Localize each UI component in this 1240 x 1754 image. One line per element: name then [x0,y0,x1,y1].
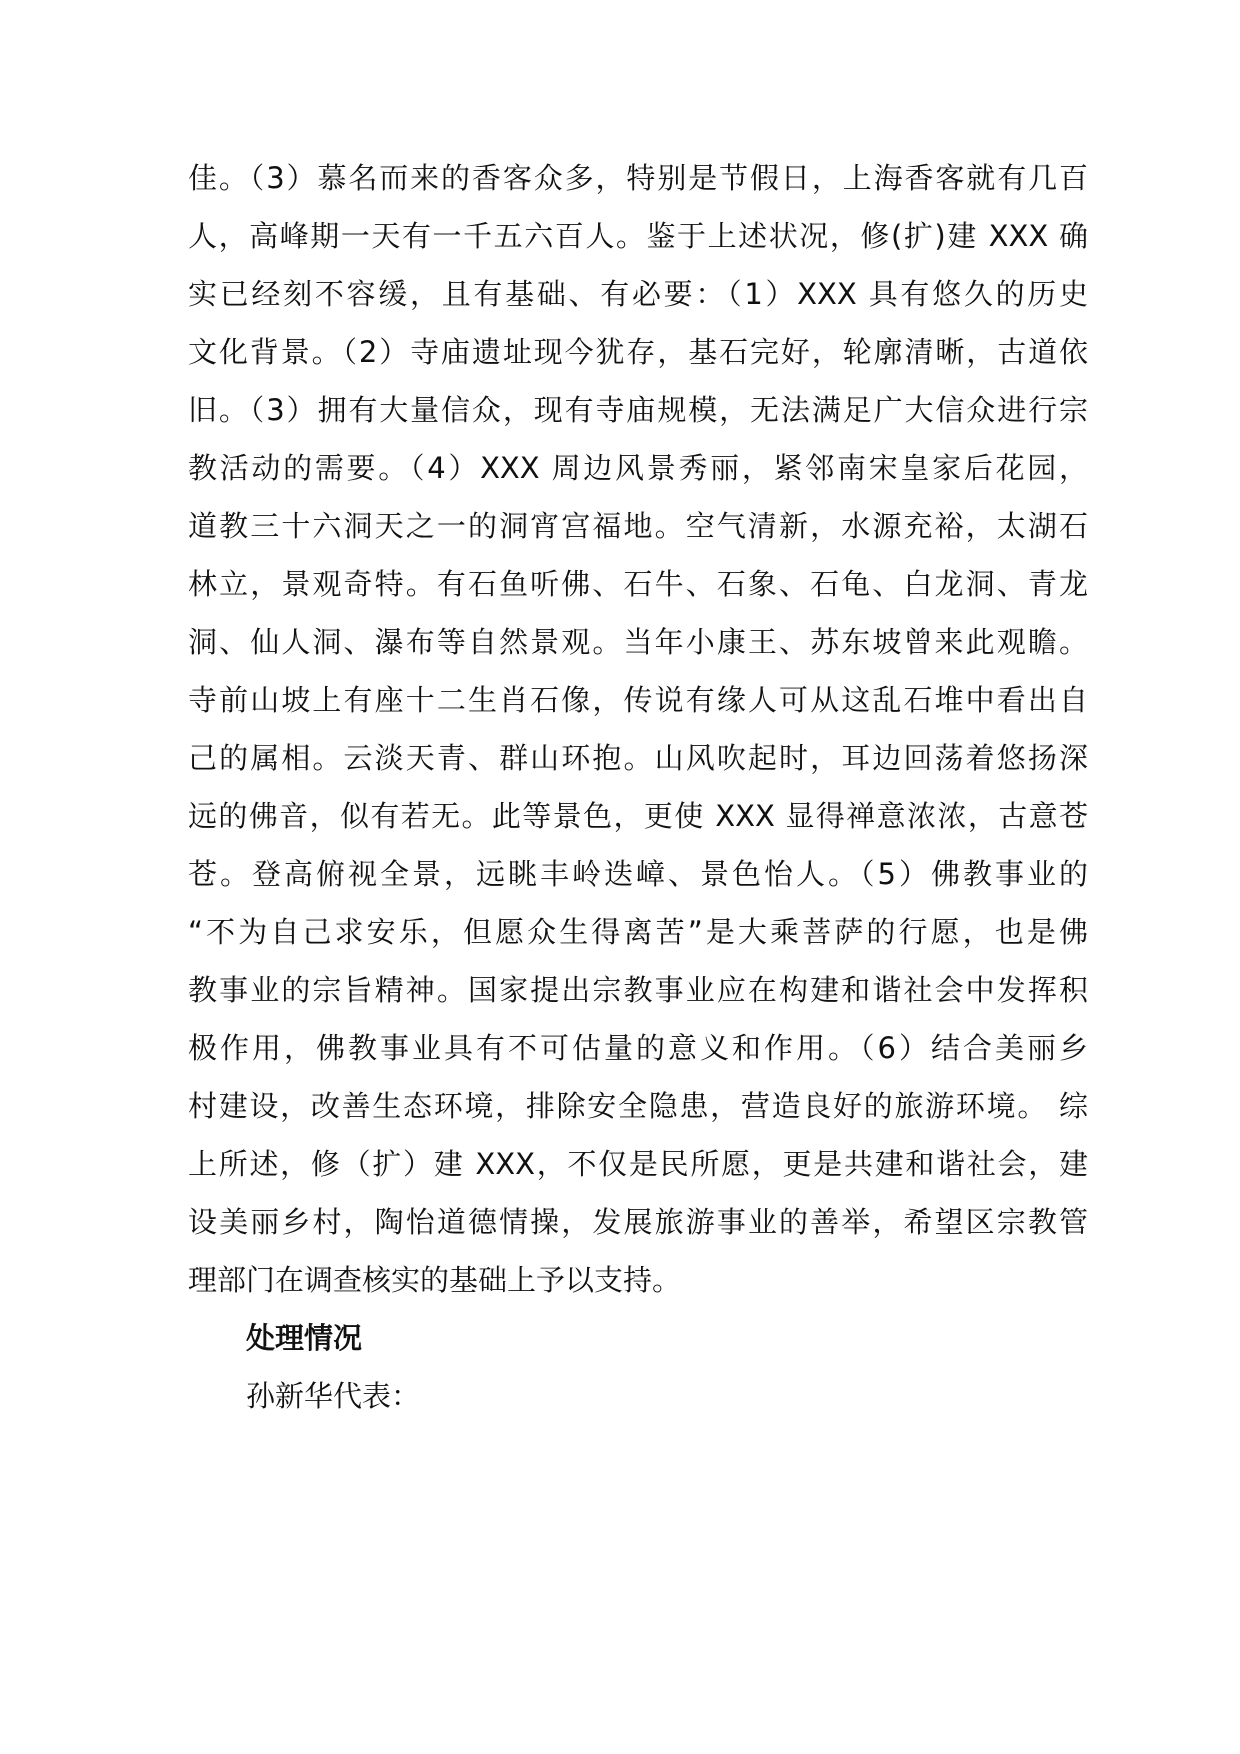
body-line: 村建设，改善生态环境，排除安全隐患，营造良好的旅游环境。 综 [188,1089,1088,1123]
body-line: 己的属相。云淡天青、群山环抱。山风吹起时，耳边回荡着悠扬深 [188,741,1088,775]
body-line: 设美丽乡村，陶怡道德情操，发展旅游事业的善举，希望区宗教管 [188,1205,1088,1239]
body-line: 佳。（3）慕名而来的香客众多，特别是节假日，上海香客就有几百 [188,161,1088,195]
body-line: 上所述，修（扩）建 XXX，不仅是民所愿，更是共建和谐社会，建 [188,1147,1088,1181]
body-line: “不为自己求安乐，但愿众生得离苦”是大乘菩萨的行愿，也是佛 [188,915,1088,949]
body-line: 苍。登高俯视全景，远眺丰岭迭嶂、景色怡人。（5）佛教事业的 [188,857,1088,891]
body-line: 林立，景观奇特。有石鱼听佛、石牛、石象、石龟、白龙洞、青龙 [188,567,1088,601]
body-line: 洞、仙人洞、瀑布等自然景观。当年小康王、苏东坡曾来此观瞻。 [188,625,1088,659]
body-line: 教活动的需要。（4）XXX 周边风景秀丽，紧邻南宋皇家后花园， [188,451,1088,485]
body-line: 旧。（3）拥有大量信众，现有寺庙规模，无法满足广大信众进行宗 [188,393,1088,427]
body-line: 极作用，佛教事业具有不可估量的意义和作用。（6）结合美丽乡 [188,1031,1088,1065]
body-line: 道教三十六洞天之一的洞宵宫福地。空气清新，水源充裕，太湖石 [188,509,1088,543]
body-line: 人，高峰期一天有一千五六百人。鉴于上述状况，修(扩)建 XXX 确 [188,219,1088,253]
body-line: 寺前山坡上有座十二生肖石像，传说有缘人可从这乱石堆中看出自 [188,683,1088,717]
body-line: 教事业的宗旨精神。国家提出宗教事业应在构建和谐社会中发挥积 [188,973,1088,1007]
body-line: 实已经刻不容缓，且有基础、有必要：（1）XXX 具有悠久的历史 [188,277,1088,311]
body-line: 文化背景。（2）寺庙遗址现今犹存，基石完好，轮廓清晰，古道依 [188,335,1088,369]
addressee-line: 孙新华代表： [246,1379,421,1413]
body-line: 理部门在调查核实的基础上予以支持。 [188,1263,682,1297]
section-heading: 处理情况 [246,1321,363,1355]
body-line: 远的佛音，似有若无。此等景色，更使 XXX 显得禅意浓浓，古意苍 [188,799,1088,833]
